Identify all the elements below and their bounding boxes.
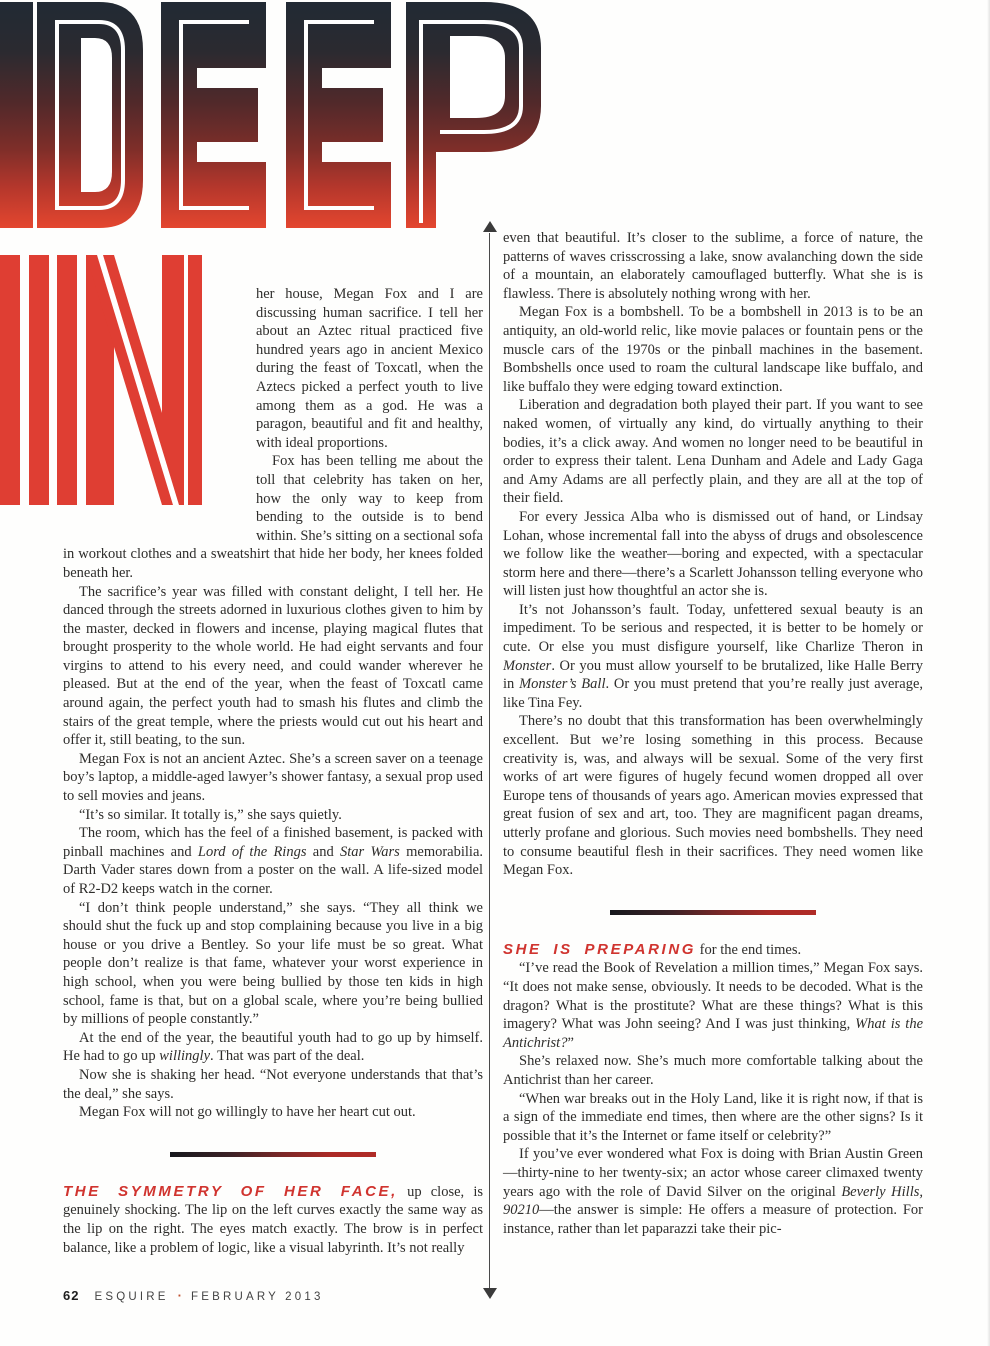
paragraph	[63, 806, 483, 825]
paragraph	[63, 583, 483, 750]
body-text: “When war breaks out in the Holy Land, like it is right now, if that is a sign of the immediate end times, then where are the other signs? Is it possible that it’s the Internet or fame itself or celebrity?”	[503, 1090, 923, 1144]
body-text: Liberation and degradation both played their part. If you want to see naked women, of virtually any kind, do virtually anything to their bodies, it’s a click away. And women no longer need to be beautiful in order to express their talent. Lena Dunham and Adele and Lady Gaga and Amy Adams are all perfectly plain, and they are all at the top of their field.	[503, 397, 923, 507]
paragraph	[503, 229, 923, 303]
page-footer	[63, 1288, 324, 1303]
section-divider	[170, 1152, 376, 1157]
body-text: “I’ve read the Book of Revelation a million times,” Megan Fox says. “It does not make sense, obviously. It needs to be decoded. What is the dragon? What is the prostitute? What are these things? What is this imagery? What was John seeing? And I was just thinking,	[503, 960, 923, 1033]
body-text: There’s no doubt that this transformation has been overwhelmingly excellent. But we’re losing something in this process. Because creativity is, was, and always will be sexual. Some of the very first works of art were figures of hugely fecund women dropped all over Europe tens of thousands of years ago. American movies expressed that great fusion of sex and art, too. They are magnificent pagan dreams, utterly profane and glorious. Such movies need bombshells. They need to consume beautiful flesh in their sacrifices. They need women like Megan Fox.	[503, 713, 923, 879]
headline-letter-d	[37, 2, 143, 228]
body-text: —the answer is simple: He offers a measure of protection. For instance, rather than let paparazzi take their pic-	[503, 1202, 923, 1237]
body-text: and	[306, 843, 341, 860]
paragraph	[503, 508, 923, 601]
body-text: for the end times.	[696, 941, 802, 958]
body-text: even that beautiful. It’s closer to the sublime, a force of nature, the patterns of waves crisscrossing a lake, snow avalanching down the side of a mountain, an elaborately camouflaged butterfly. What she is is flawless. There is absolutely nothing wrong with her.	[503, 230, 923, 302]
body-text: “It’s so similar. It totally is,” she says quietly.	[79, 806, 342, 823]
body-text: It’s not Johansson’s fault. Today, unfettered sexual beauty is an impediment. To be serious and respected, it is better to be homely or cute. Or else you must disfigure yourself, like Charlize Theron in	[503, 601, 923, 656]
body-text: The room, which has the feel of a finished basement, is packed with pinball machines and	[63, 825, 483, 860]
paragraph	[503, 941, 923, 960]
paragraph	[63, 899, 483, 1029]
section-lead-text: SHE IS PREPARING	[503, 940, 697, 958]
paragraph	[503, 396, 923, 508]
italic-text: Beverly Hills, 90210	[503, 1183, 923, 1219]
italic-text: Monster	[503, 657, 552, 674]
right-column	[503, 229, 923, 1238]
body-text: She’s relaxed now. She’s much more comfortable talking about the Antichrist than her career.	[503, 1053, 923, 1088]
paragraph	[503, 712, 923, 879]
body-text: Megan Fox is not an ancient Aztec. She’s a screen saver on a teenage boy’s laptop, a middle-aged lawyer’s shower fantasy, a sexual prop used to sell movies and jeans.	[63, 750, 483, 805]
paragraph	[503, 1052, 923, 1089]
paragraph	[503, 1090, 923, 1146]
body-text: For every Jessica Alba who is dismissed out of hand, or Lindsay Lohan, whose incremental fall into the abyss of drugs and obsolescence we follow like the weather—boring and expected, with a spectacular storm here and there—there’s a Scarlett Johansson telling everyone who will listen just how thoughtful an actor she is.	[503, 508, 923, 600]
paragraph	[503, 1145, 923, 1238]
headline-in-bar1	[0, 255, 20, 505]
body-text: . Or you must pretend that you’re really just average, like Tina Fey.	[503, 676, 924, 711]
paragraph	[63, 1066, 483, 1103]
paragraph	[503, 601, 923, 713]
rule-arrow-up-icon	[483, 221, 497, 232]
section-lead-text: THE SYMMETRY OF HER FACE,	[63, 1182, 398, 1200]
body-text: Megan Fox is a bombshell. To be a bombshell in 2013 is to be an antiquity, an old-world relic, like movie palaces or fountain pens or the muscle cars of the 1970s or the pinball machines in the basement. Bombshells once used to roam the cultural landscape like buffalo, and like buffalo they were edging toward extinction.	[503, 304, 923, 395]
paragraph	[63, 1103, 483, 1122]
body-text: If you’ve ever wondered what Fox is doing with Brian Austin Green—thirty-nine to her twenty-six; an actor whose career climaxed twenty years ago with the role of David Silver on the original	[503, 1146, 923, 1200]
paragraph	[63, 824, 483, 898]
headline-letter-e1	[161, 2, 266, 228]
section-divider	[610, 910, 816, 915]
page-number: 62	[63, 1288, 80, 1303]
body-text: up close, is genuinely shocking. The lip on the left curves exactly the same way as the lip on the right. The eyes match exactly. The brow is in perfect balance, like a problem of logic, like a visual labyrinth. It’s not really	[63, 1183, 483, 1256]
paragraph	[503, 303, 923, 396]
headline-letter-e2	[286, 2, 391, 228]
magazine-name: ESQUIRE	[94, 1291, 169, 1303]
left-column	[63, 285, 483, 1257]
body-text: ”	[567, 1034, 574, 1051]
body-text: Megan Fox will not go willingly to have her heart cut out.	[79, 1104, 416, 1121]
headline-deep	[0, 2, 545, 232]
italic-text: What is the Antichrist?	[503, 1016, 924, 1051]
italic-text: Lord of the Rings	[197, 843, 307, 860]
body-text: . Or you must allow yourself to be brutalized, like Halle Berry in	[503, 657, 923, 693]
body-text: her house, Megan Fox and I are discussing human sacrifice. I tell her about an Aztec ritual practiced five hundred years ago in ancient Mexico during the feast of Toxcatl, when the Aztecs picked a perfect youth to live among them as a god. He was a paragon, beautiful and fit and healthy, with ideal proportions.	[256, 286, 483, 451]
headline-in-bar2	[29, 255, 49, 505]
body-text: Now she is shaking her head. “Not everyone understands that that’s the deal,” she says.	[63, 1066, 483, 1102]
body-text: “I don’t think people understand,” she says. “They all think we should shut the fuck up and stop complaining because you live in a big house or you drive a Bentley. So your life must be so great. What people don’t realize is that fame, whatever your worst experience in high school, when you were being bullied by those ten kids in high school, fame is that, but on a global scale, where you’re being bullied by millions of people constantly.”	[63, 899, 483, 1028]
italic-text: Monster’s Ball	[519, 676, 606, 693]
paragraph	[63, 750, 483, 806]
rule-arrow-down-icon	[483, 1288, 497, 1299]
column-rule	[489, 233, 490, 1288]
paragraph	[63, 1183, 483, 1257]
headline-letter-p	[406, 2, 541, 228]
paragraph	[63, 1029, 483, 1066]
body-text: memorabilia. Darth Vader stares down from a poster on the wall. A life-sized model of R2-D2 keeps watch in the corner.	[63, 843, 484, 897]
footer-separator-dot: ·	[177, 1288, 182, 1303]
body-text: Fox has been telling me about the toll that celebrity has taken on her, how the only way to keep from bending to the outside is to bend within. She’s sitting on a sectional sofa in workout clothes and a sweatshirt that hide her body, her knees folded beneath her.	[63, 453, 483, 581]
italic-text: willingly	[159, 1048, 210, 1065]
body-text: The sacrifice’s year was filled with constant delight, I tell her. He danced through the streets adorned in luxurious clothes given to him by the master, decked in flowers and incense, playing magical flutes that brought prosperity to the whole world. He had eight servants and four virgins to attend to his every need, and could wander wherever he pleased. But at the end of the year, when the feast of Toxcatl came around again, the perfect youth had to smash his flutes and climb the stairs of the great temple, where the priests would cut out his heart and offer it, still beating, to the sun.	[63, 583, 483, 749]
headline-wrap-spacer	[63, 285, 256, 536]
headline-cropped-letter	[0, 2, 33, 228]
italic-text: Star Wars	[340, 843, 400, 860]
issue-date: FEBRUARY 2013	[190, 1291, 324, 1303]
body-text: At the end of the year, the beautiful youth had to go up by himself. He had to go up	[63, 1029, 483, 1065]
paragraph	[503, 959, 923, 1052]
body-text: . That was part of the deal.	[210, 1048, 365, 1065]
